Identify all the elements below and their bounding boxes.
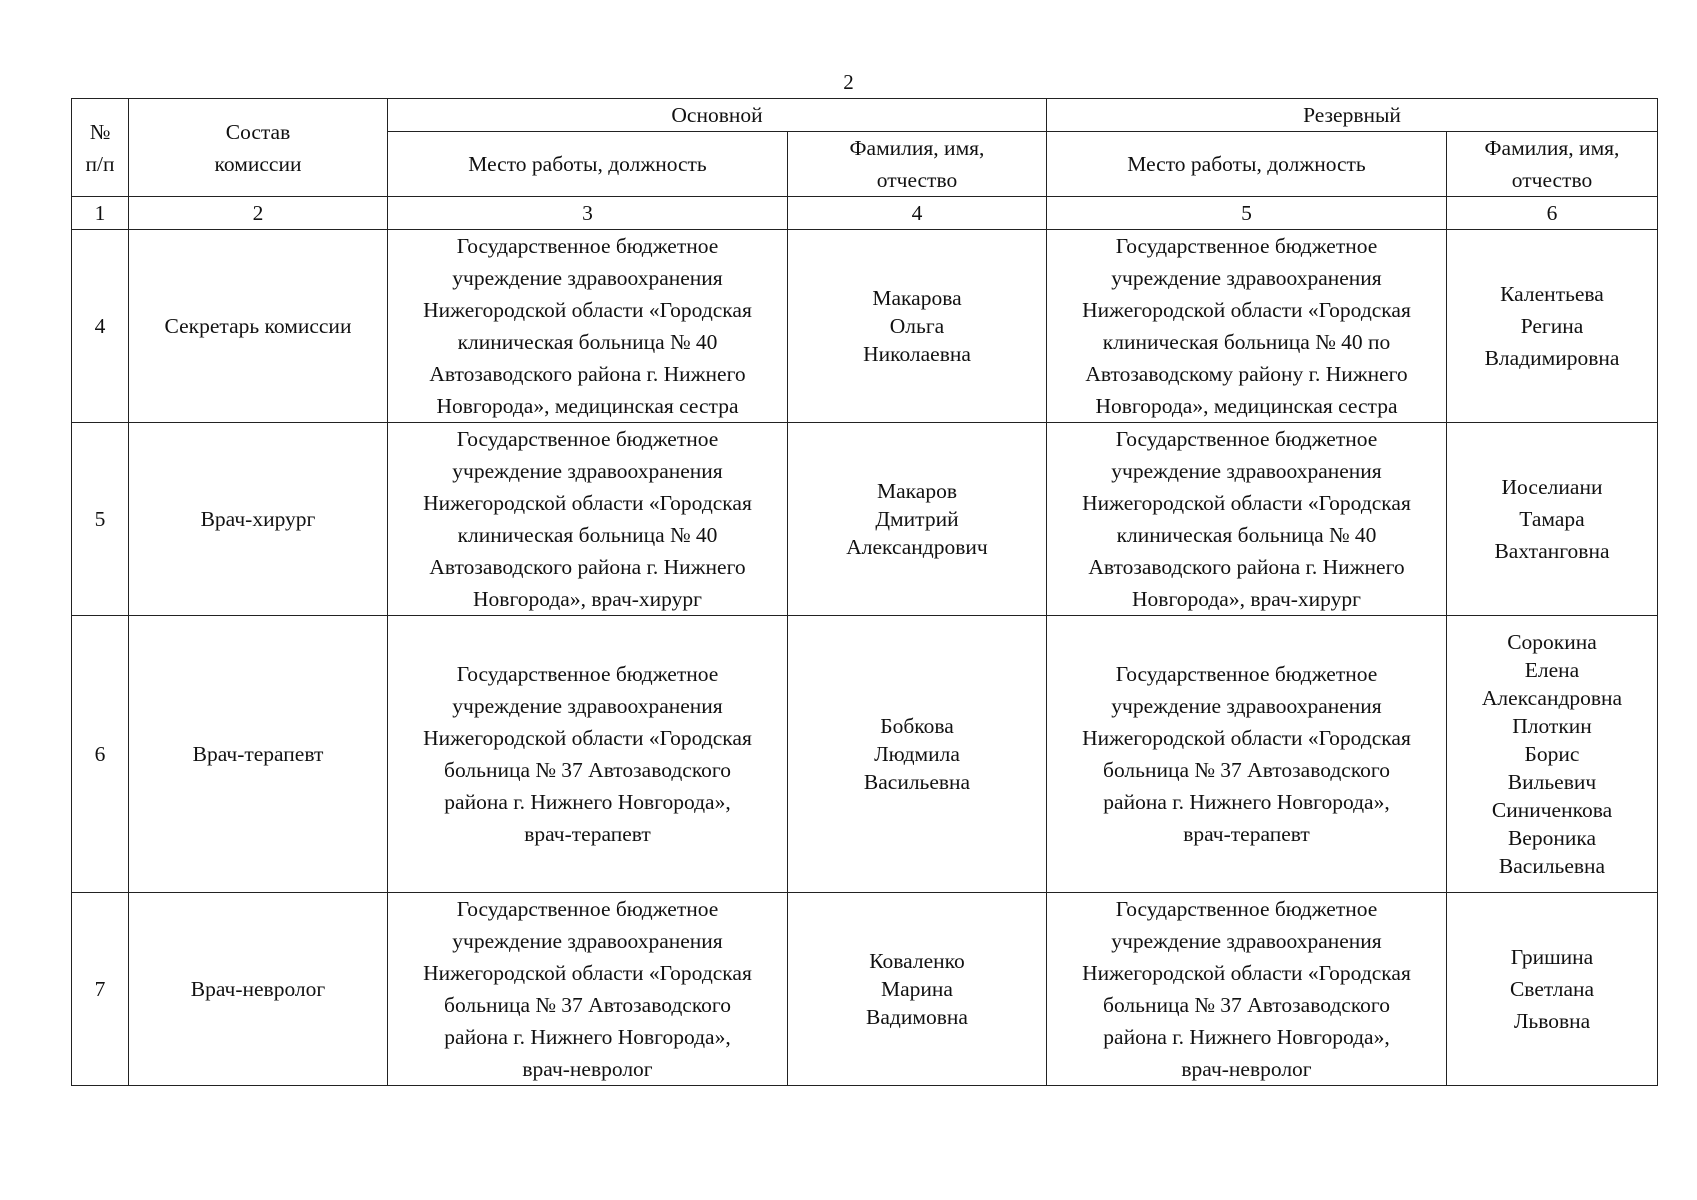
table-row — [72, 616, 1658, 893]
name-line: Николаевна — [863, 342, 971, 366]
header-composition-line: Состав — [225, 119, 291, 144]
column-number: 2 — [129, 197, 388, 230]
workplace-line: клиническая больница № 40 — [457, 330, 718, 354]
name-line: Регина — [1520, 314, 1584, 338]
workplace-line: Государственное бюджетное — [1115, 427, 1378, 451]
main-workplace — [388, 423, 788, 616]
workplace-line: учреждение здравоохранения — [1111, 929, 1382, 953]
column-number: 6 — [1447, 197, 1658, 230]
name-line: Ольга — [889, 314, 945, 338]
row-number: 4 — [72, 230, 129, 423]
workplace-line: клиническая больница № 40 — [1116, 523, 1377, 547]
workplace-line: Государственное бюджетное — [1115, 662, 1378, 686]
name-line: Макарова — [872, 286, 962, 310]
reserve-workplace — [1047, 230, 1447, 423]
workplace-line: района г. Нижнего Новгорода», — [444, 790, 731, 814]
header-num-line: № — [89, 119, 111, 144]
workplace-line: Нижегородской области «Городская — [423, 726, 752, 750]
workplace-line: Автозаводского района г. Нижнего — [429, 362, 746, 386]
column-number: 3 — [388, 197, 788, 230]
workplace-line: больница № 37 Автозаводского — [444, 993, 731, 1017]
main-workplace — [388, 893, 788, 1086]
header-num-line: п/п — [85, 151, 115, 176]
workplace-line: района г. Нижнего Новгорода», — [1103, 790, 1390, 814]
column-number: 4 — [788, 197, 1047, 230]
header-main-workplace: Место работы, должность — [388, 132, 788, 197]
workplace-line: Новгорода», медицинская сестра — [436, 394, 739, 418]
header-row-top — [72, 99, 1658, 132]
header-reserve-fio — [1447, 132, 1658, 197]
workplace-line: учреждение здравоохранения — [452, 694, 723, 718]
workplace-line: Новгорода», врач-хирург — [1132, 587, 1361, 611]
name-line: Калентьева — [1500, 282, 1604, 306]
table-row — [72, 230, 1658, 423]
column-number: 1 — [72, 197, 129, 230]
name-line: Александрович — [846, 535, 988, 559]
main-name — [788, 616, 1047, 893]
workplace-line: Государственное бюджетное — [1115, 897, 1378, 921]
header-main-group: Основной — [388, 99, 1047, 132]
workplace-line: Нижегородской области «Городская — [1082, 726, 1411, 750]
header-fio-line: Фамилия, имя, — [849, 136, 985, 160]
workplace-line: врач-терапевт — [524, 822, 651, 846]
workplace-line: учреждение здравоохранения — [452, 266, 723, 290]
column-number: 5 — [1047, 197, 1447, 230]
header-reserve-workplace: Место работы, должность — [1047, 132, 1447, 197]
header-composition-line: комиссии — [214, 151, 302, 176]
workplace-line: больница № 37 Автозаводского — [444, 758, 731, 782]
name-line: Владимировна — [1484, 346, 1620, 370]
name-line: Вероника — [1507, 826, 1597, 850]
workplace-line: Нижегородской области «Городская — [1082, 298, 1411, 322]
name-line: Вадимовна — [866, 1005, 968, 1029]
workplace-line: учреждение здравоохранения — [452, 929, 723, 953]
workplace-line: Новгорода», врач-хирург — [473, 587, 702, 611]
workplace-line: Государственное бюджетное — [456, 897, 719, 921]
workplace-line: Нижегородской области «Городская — [1082, 961, 1411, 985]
row-role: Секретарь комиссии — [129, 230, 388, 423]
main-name — [788, 423, 1047, 616]
table-row — [72, 423, 1658, 616]
name-line: Львовна — [1513, 1009, 1591, 1033]
name-line: Синиченкова — [1491, 798, 1613, 822]
name-line: Вильевич — [1507, 770, 1597, 794]
page-number: 2 — [843, 70, 854, 94]
name-line: Марина — [881, 977, 953, 1001]
name-line: Макаров — [877, 479, 957, 503]
reserve-workplace — [1047, 616, 1447, 893]
workplace-line: больница № 37 Автозаводского — [1103, 758, 1390, 782]
table-row — [72, 893, 1658, 1086]
row-number: 7 — [72, 893, 129, 1086]
row-role: Врач-терапевт — [129, 616, 388, 893]
main-name — [788, 230, 1047, 423]
name-line: Плоткин — [1512, 714, 1592, 738]
name-line: Васильевна — [1498, 854, 1606, 878]
workplace-line: учреждение здравоохранения — [1111, 266, 1382, 290]
row-role: Врач-невролог — [129, 893, 388, 1086]
name-line: Коваленко — [869, 949, 965, 973]
header-fio-line: Фамилия, имя, — [1484, 136, 1620, 160]
workplace-line: района г. Нижнего Новгорода», — [444, 1025, 731, 1049]
column-numbers-row — [72, 197, 1658, 230]
commission-table — [71, 98, 1658, 1086]
reserve-names — [1447, 230, 1658, 423]
header-fio-line: отчество — [1511, 168, 1593, 192]
row-number: 5 — [72, 423, 129, 616]
workplace-line: клиническая больница № 40 по — [1102, 330, 1391, 354]
name-line: Гришина — [1510, 945, 1594, 969]
name-line: Людмила — [874, 742, 960, 766]
row-role: Врач-хирург — [129, 423, 388, 616]
workplace-line: больница № 37 Автозаводского — [1103, 993, 1390, 1017]
workplace-line: района г. Нижнего Новгорода», — [1103, 1025, 1390, 1049]
workplace-line: Государственное бюджетное — [456, 662, 719, 686]
reserve-workplace — [1047, 423, 1447, 616]
workplace-line: Нижегородской области «Городская — [423, 298, 752, 322]
workplace-line: Автозаводскому району г. Нижнего — [1085, 362, 1408, 386]
workplace-line: врач-невролог — [522, 1057, 653, 1081]
workplace-line: Автозаводского района г. Нижнего — [429, 555, 746, 579]
workplace-line: Государственное бюджетное — [456, 234, 719, 258]
workplace-line: клиническая больница № 40 — [457, 523, 718, 547]
name-line: Бобкова — [880, 714, 954, 738]
name-line: Елена — [1524, 658, 1580, 682]
workplace-line: врач-невролог — [1181, 1057, 1312, 1081]
name-line: Светлана — [1509, 977, 1595, 1001]
reserve-workplace — [1047, 893, 1447, 1086]
workplace-line: врач-терапевт — [1183, 822, 1310, 846]
name-line: Борис — [1524, 742, 1580, 766]
reserve-names — [1447, 423, 1658, 616]
workplace-line: Нижегородской области «Городская — [423, 491, 752, 515]
reserve-names — [1447, 616, 1658, 893]
header-fio-line: отчество — [876, 168, 958, 192]
header-main-fio — [788, 132, 1047, 197]
table-body — [72, 230, 1658, 1086]
name-line: Васильевна — [863, 770, 971, 794]
main-name — [788, 893, 1047, 1086]
name-line: Тамара — [1519, 507, 1585, 531]
row-number: 6 — [72, 616, 129, 893]
workplace-line: Новгорода», медицинская сестра — [1095, 394, 1398, 418]
name-line: Дмитрий — [875, 507, 959, 531]
header-reserve-group: Резервный — [1047, 99, 1658, 132]
main-workplace — [388, 230, 788, 423]
workplace-line: Государственное бюджетное — [456, 427, 719, 451]
workplace-line: Нижегородской области «Городская — [423, 961, 752, 985]
workplace-line: учреждение здравоохранения — [452, 459, 723, 483]
workplace-line: Нижегородской области «Городская — [1082, 491, 1411, 515]
reserve-names — [1447, 893, 1658, 1086]
name-line: Сорокина — [1507, 630, 1597, 654]
workplace-line: Автозаводского района г. Нижнего — [1088, 555, 1405, 579]
workplace-line: учреждение здравоохранения — [1111, 459, 1382, 483]
name-line: Иоселиани — [1501, 475, 1603, 499]
workplace-line: учреждение здравоохранения — [1111, 694, 1382, 718]
workplace-line: Государственное бюджетное — [1115, 234, 1378, 258]
name-line: Александровна — [1481, 686, 1623, 710]
main-workplace — [388, 616, 788, 893]
header-composition — [129, 99, 388, 197]
name-line: Вахтанговна — [1494, 539, 1610, 563]
header-num — [72, 99, 129, 197]
